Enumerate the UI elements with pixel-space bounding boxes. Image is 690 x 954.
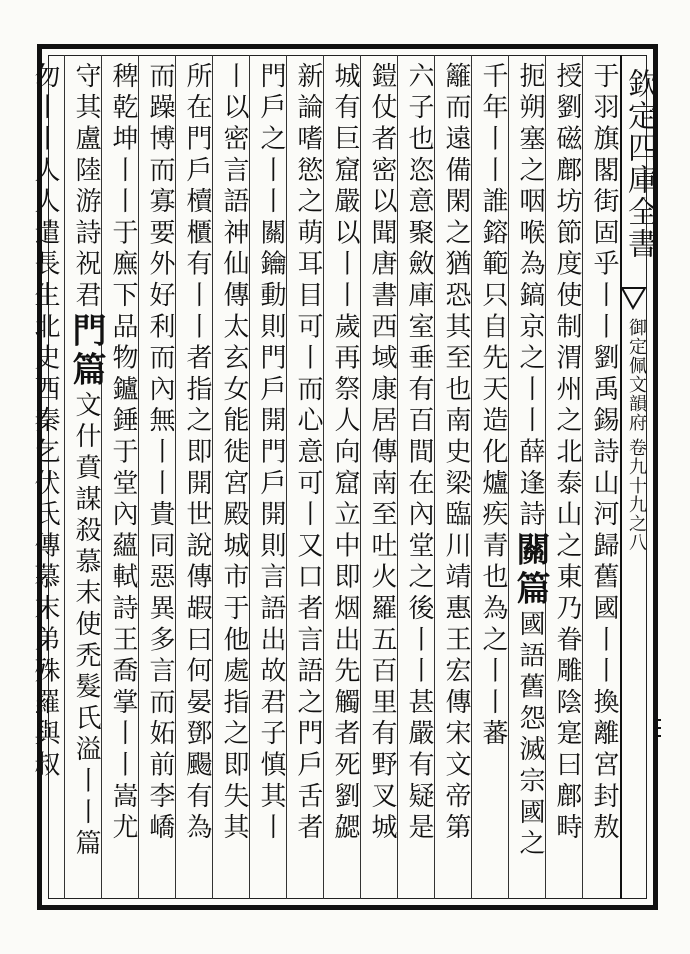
headword: 關篇 <box>510 531 550 611</box>
volume-number: 卷九十九之八 <box>626 438 647 552</box>
text-column-5: 籬而遠備閑之猶恐其至也南史梁臨川靖惠王宏傳宋文帝第 <box>441 62 471 845</box>
text-column-11: 丨以密言語神仙傳太玄女能徙宮殿城市于他處指之即失其 <box>219 62 249 845</box>
text-column-14: 稗乾坤丨丨于廡下品物鑪錘于堂內蘊軾詩王喬掌丨丨嵩尤 <box>108 62 138 845</box>
text-column-4: 千年丨丨誰鎔範只自先天造化爐疾青也為之丨丨蕃 <box>478 62 508 751</box>
text-column-7: 鎧仗者密以聞唐書西域康居傳南至吐火羅五百里有野叉城 <box>367 62 397 845</box>
text-column-13: 而躁博而寡要外好利而內無丨丨貴同惡異多言而妬前李嶠 <box>145 62 175 845</box>
text-column-16: 勿丨丨人人遣長生北史西秦乞伏氏傳慕末弟殊羅與叔 <box>30 62 60 782</box>
text-column-2: 授劉磁鄜坊節度使制渭州之北泰山之東乃眷雕陰寔曰鄜畤 <box>552 62 582 845</box>
headword: 門篇 <box>66 312 106 392</box>
text-column-12: 所在門戶櫝櫃有丨丨者指之即開世說傳嘏曰何晏鄧颺有為 <box>182 62 212 845</box>
text-column-9: 新論嗜慾之萌耳目可丨而心意可丨又口者言語之門戶舌者 <box>293 62 323 845</box>
text-column-10: 門戶之丨丨關鑰動則門戶開門戶開則言語出故君子慎其丨 <box>256 62 286 845</box>
text-column-6: 六子也恣意聚斂庫室垂有百間在內堂之後丨丨甚嚴有疑是 <box>404 62 434 845</box>
text-column-8: 城有巨窟嚴以丨丨歲再祭人向窟立中即烟出先觸者死劉勰 <box>330 62 360 845</box>
fishtail-mark-icon <box>620 282 647 312</box>
book-title: 欽定四庫全書 <box>622 68 657 260</box>
work-title: 御定佩文韻府 <box>626 318 647 432</box>
page-number-mark <box>652 716 662 740</box>
text-column-3: 扼朔塞之咽喉為鎬京之丨丨薛逢詩關篇國語舊怨滅宗國之 <box>510 62 550 861</box>
text-column-15: 守其盧陸游詩祝君門篇文什賁謀殺慕末使禿髮氏溢丨丨篇 <box>66 62 106 861</box>
text-column-1: 于羽旗閣街固乎丨丨劉禹錫詩山河歸舊國丨丨換離宮封敖 <box>589 62 619 845</box>
